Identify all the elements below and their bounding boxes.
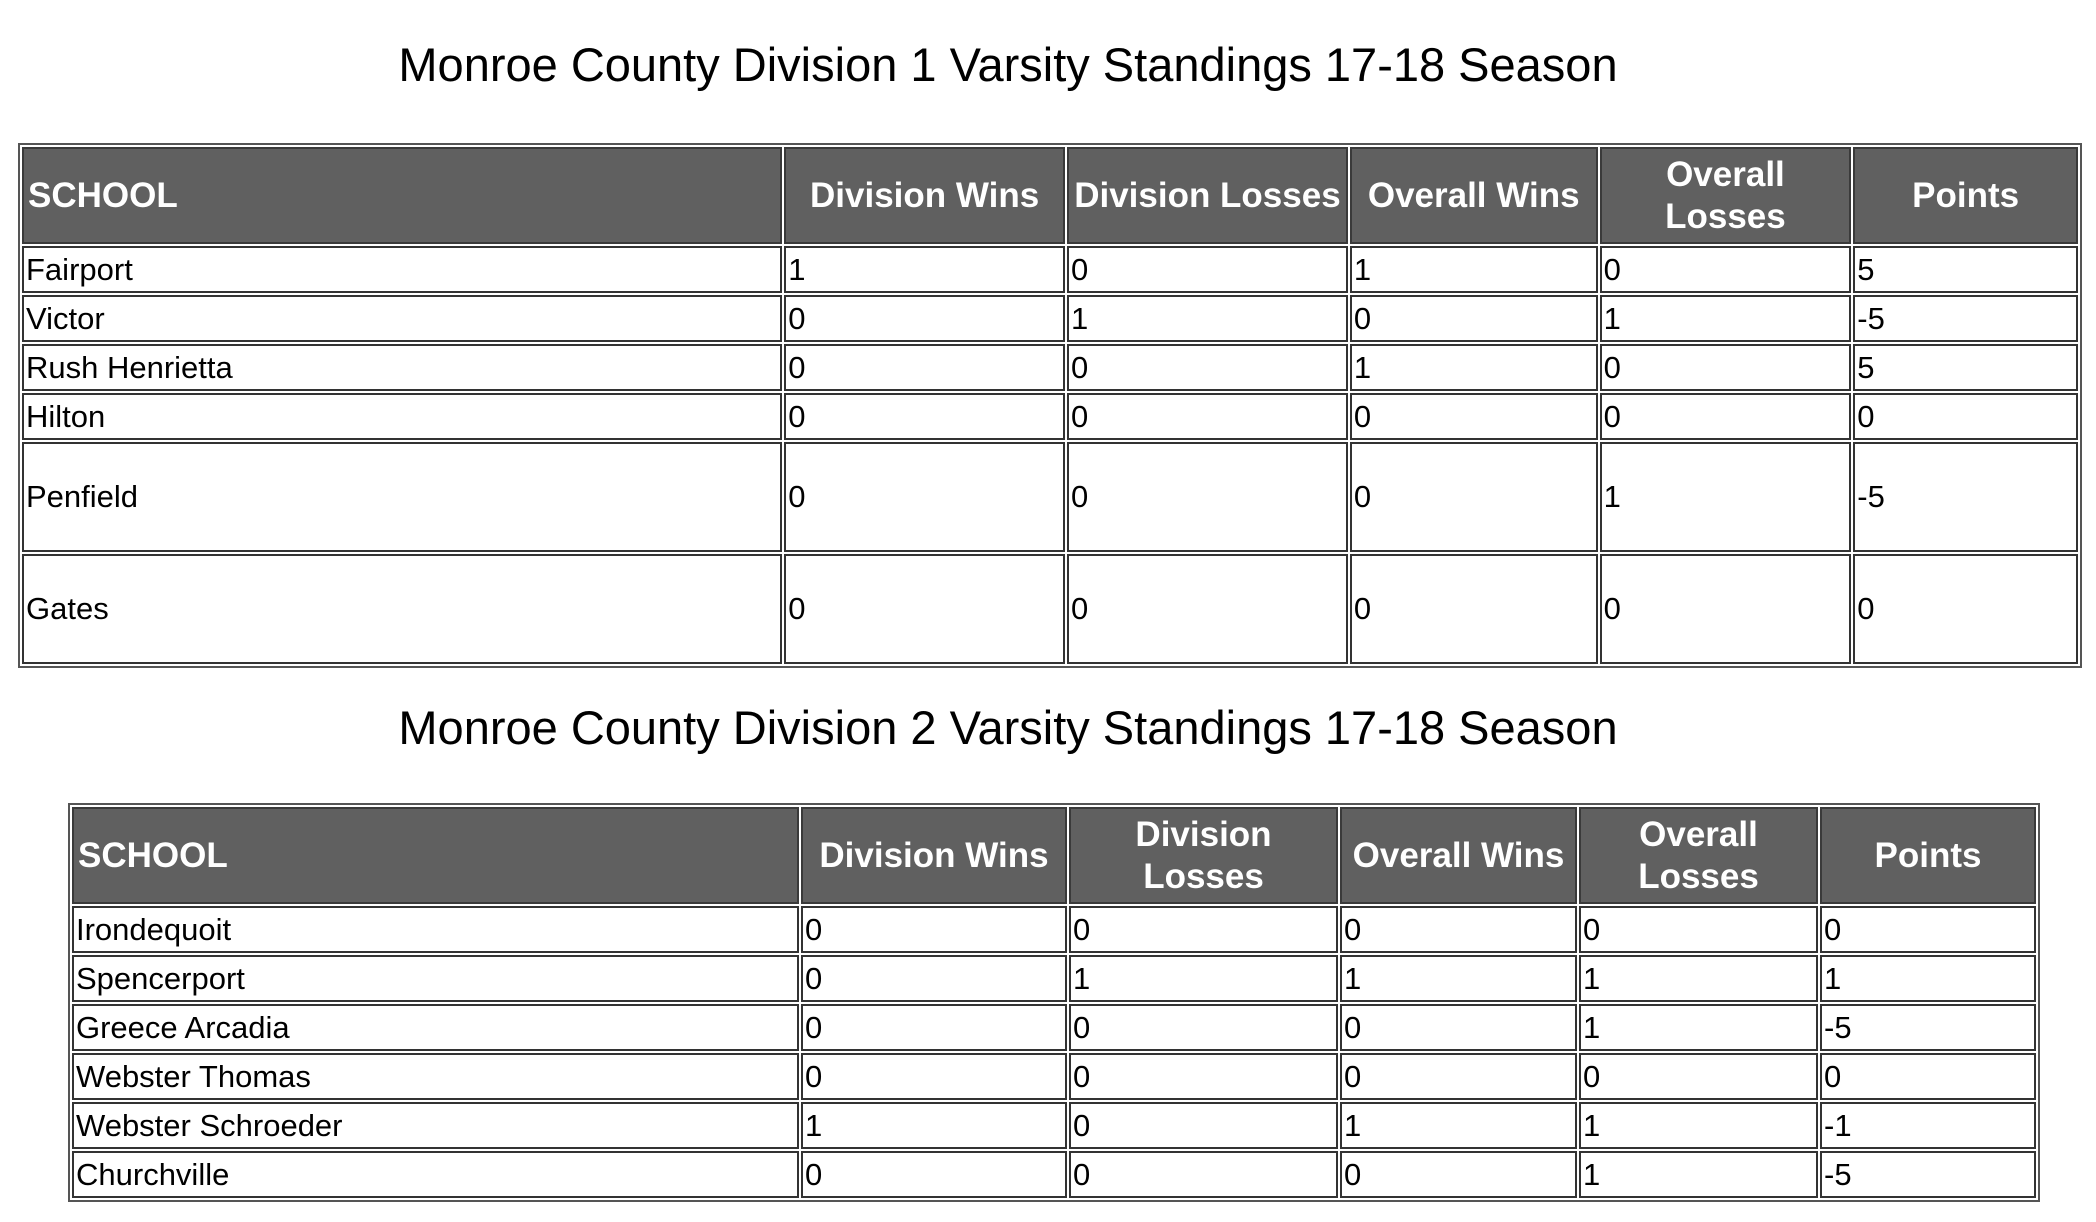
school-cell: Spencerport: [72, 955, 799, 1002]
overall-losses-cell: 1: [1579, 955, 1818, 1002]
overall-wins-cell: 1: [1340, 955, 1577, 1002]
division-losses-cell: 0: [1069, 1102, 1338, 1149]
division-losses-cell: 0: [1067, 554, 1348, 664]
overall-wins-cell: 0: [1340, 906, 1577, 953]
table-row: [72, 906, 2036, 953]
division-losses-cell: 0: [1069, 906, 1338, 953]
division-2-standings-table: [68, 803, 2040, 1202]
table-row: [72, 1102, 2036, 1149]
overall-wins-cell: 0: [1350, 442, 1598, 552]
overall-wins-cell: 1: [1340, 1102, 1577, 1149]
division-wins-cell: 0: [801, 1053, 1067, 1100]
school-cell: Gates: [22, 554, 782, 664]
overall-losses-cell: 1: [1600, 295, 1852, 342]
table-row: [22, 442, 2078, 552]
table-row: [22, 246, 2078, 293]
column-header-school: SCHOOL: [72, 807, 799, 904]
points-cell: 0: [1820, 906, 2036, 953]
division-losses-cell: 0: [1069, 1151, 1338, 1198]
column-header-overall-wins: Overall Wins: [1350, 147, 1598, 244]
points-cell: 5: [1853, 246, 2078, 293]
column-header-division-wins: Division Wins: [801, 807, 1067, 904]
school-cell: Webster Thomas: [72, 1053, 799, 1100]
division-wins-cell: 1: [784, 246, 1065, 293]
table-row: [72, 1004, 2036, 1051]
column-header-points: Points: [1820, 807, 2036, 904]
table-row: [72, 955, 2036, 1002]
division-losses-cell: 1: [1069, 955, 1338, 1002]
overall-losses-cell: 0: [1579, 906, 1818, 953]
table-row: [72, 1053, 2036, 1100]
school-cell: Fairport: [22, 246, 782, 293]
column-header-division-losses: Division Losses: [1067, 147, 1348, 244]
school-cell: Penfield: [22, 442, 782, 552]
column-header-overall-wins: Overall Wins: [1340, 807, 1577, 904]
division-losses-cell: 0: [1067, 344, 1348, 391]
division-wins-cell: 0: [784, 344, 1065, 391]
overall-wins-cell: 0: [1340, 1053, 1577, 1100]
overall-losses-cell: 1: [1600, 442, 1852, 552]
points-cell: -1: [1820, 1102, 2036, 1149]
points-cell: -5: [1853, 295, 2078, 342]
overall-wins-cell: 0: [1350, 554, 1598, 664]
table-header-row: [22, 147, 2078, 244]
division-losses-cell: 0: [1069, 1053, 1338, 1100]
school-cell: Webster Schroeder: [72, 1102, 799, 1149]
points-cell: 0: [1820, 1053, 2036, 1100]
division-wins-cell: 0: [784, 393, 1065, 440]
division-losses-cell: 1: [1067, 295, 1348, 342]
division-wins-cell: 0: [801, 1151, 1067, 1198]
division-2-title: Monroe County Division 2 Varsity Standings 17-18 Season: [398, 701, 1618, 754]
column-header-overall-losses: Overall Losses: [1579, 807, 1818, 904]
overall-losses-cell: 0: [1600, 246, 1852, 293]
points-cell: 0: [1853, 554, 2078, 664]
division-wins-cell: 0: [784, 295, 1065, 342]
overall-wins-cell: 1: [1350, 344, 1598, 391]
division-wins-cell: 0: [784, 442, 1065, 552]
column-header-points: Points: [1853, 147, 2078, 244]
points-cell: -5: [1820, 1004, 2036, 1051]
points-cell: 1: [1820, 955, 2036, 1002]
school-cell: Greece Arcadia: [72, 1004, 799, 1051]
division-wins-cell: 1: [801, 1102, 1067, 1149]
column-header-school: SCHOOL: [22, 147, 782, 244]
division-losses-cell: 0: [1067, 442, 1348, 552]
school-cell: Hilton: [22, 393, 782, 440]
division-1-title: Monroe County Division 1 Varsity Standings 17-18 Season: [398, 38, 1618, 91]
overall-losses-cell: 0: [1600, 393, 1852, 440]
division-losses-cell: 0: [1067, 246, 1348, 293]
overall-losses-cell: 0: [1600, 344, 1852, 391]
column-header-division-wins: Division Wins: [784, 147, 1065, 244]
division-wins-cell: 0: [801, 1004, 1067, 1051]
column-header-overall-losses: Overall Losses: [1600, 147, 1852, 244]
overall-losses-cell: 1: [1579, 1004, 1818, 1051]
division-wins-cell: 0: [801, 906, 1067, 953]
school-cell: Irondequoit: [72, 906, 799, 953]
overall-wins-cell: 0: [1340, 1004, 1577, 1051]
division-wins-cell: 0: [784, 554, 1065, 664]
table-row: [22, 393, 2078, 440]
points-cell: -5: [1820, 1151, 2036, 1198]
points-cell: 0: [1853, 393, 2078, 440]
table-row: [22, 554, 2078, 664]
table-header-row: [72, 807, 2036, 904]
division-losses-cell: 0: [1069, 1004, 1338, 1051]
table-row: [72, 1151, 2036, 1198]
school-cell: Victor: [22, 295, 782, 342]
school-cell: Rush Henrietta: [22, 344, 782, 391]
column-header-division-losses: Division Losses: [1069, 807, 1338, 904]
division-1-standings-table: [18, 143, 2082, 668]
school-cell: Churchville: [72, 1151, 799, 1198]
overall-losses-cell: 0: [1600, 554, 1852, 664]
overall-losses-cell: 1: [1579, 1151, 1818, 1198]
table-row: [22, 295, 2078, 342]
division-wins-cell: 0: [801, 955, 1067, 1002]
overall-wins-cell: 1: [1350, 246, 1598, 293]
overall-losses-cell: 1: [1579, 1102, 1818, 1149]
overall-wins-cell: 0: [1350, 295, 1598, 342]
overall-wins-cell: 0: [1340, 1151, 1577, 1198]
points-cell: -5: [1853, 442, 2078, 552]
table-row: [22, 344, 2078, 391]
overall-losses-cell: 0: [1579, 1053, 1818, 1100]
division-losses-cell: 0: [1067, 393, 1348, 440]
points-cell: 5: [1853, 344, 2078, 391]
overall-wins-cell: 0: [1350, 393, 1598, 440]
